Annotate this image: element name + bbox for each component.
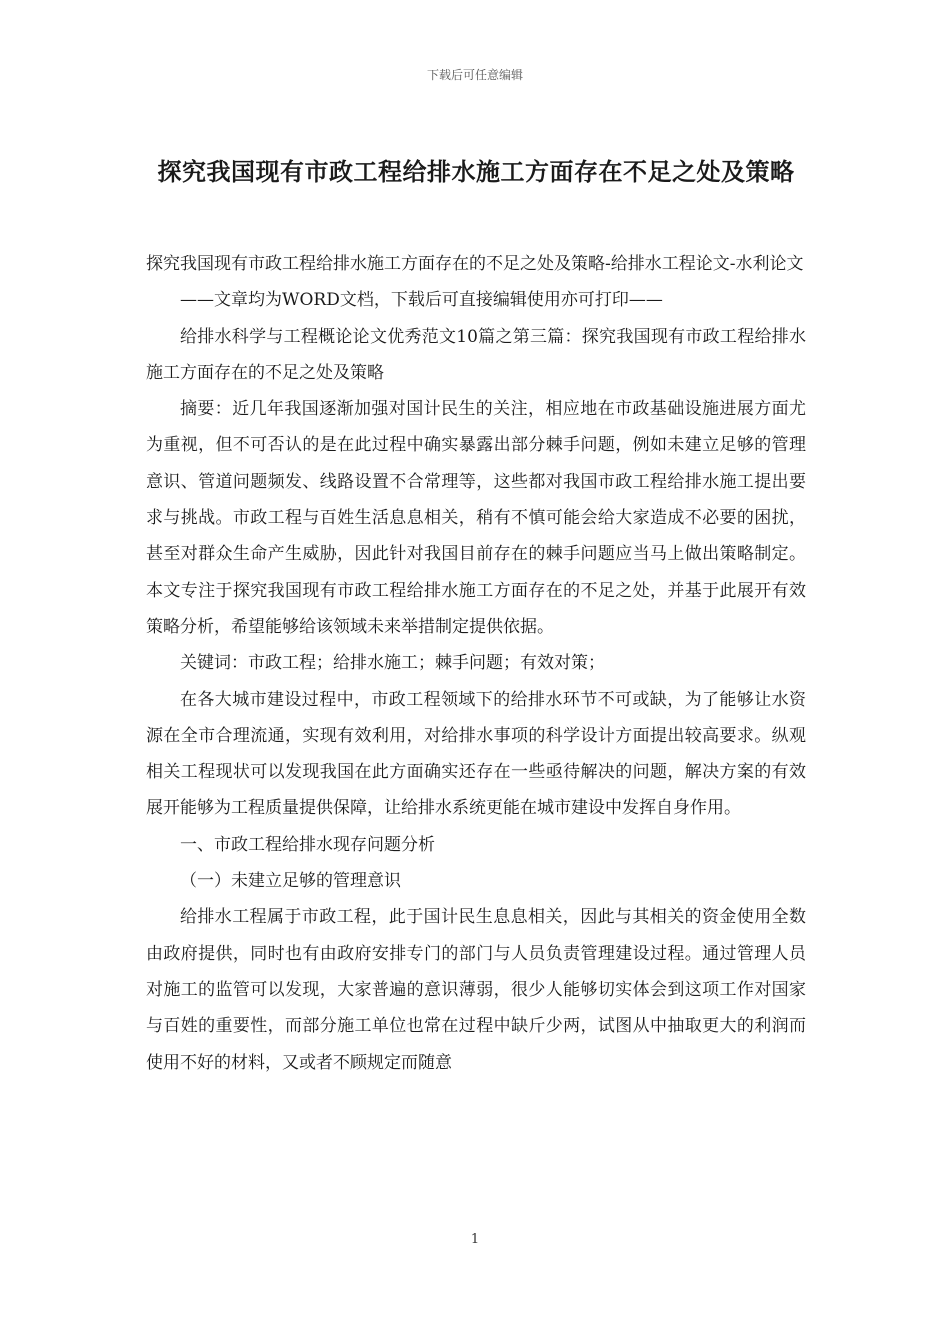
page-number: 1 xyxy=(470,1232,480,1247)
subtitle-paragraph: 探究我国现有市政工程给排水施工方面存在的不足之处及策略-给排水工程论文-水利论文 xyxy=(146,254,804,274)
document-body xyxy=(146,246,806,1081)
section-heading: 一、市政工程给排水现存问题分析 xyxy=(180,834,435,855)
body-paragraph: 给排水工程属于市政工程，此于国计民生息息相关，因此与其相关的资金使用全数由政府提供，同时也有由政府安排专门的部门与人员负责管理建设过程。通过管理人员对施工的监管可以发现，大家普遍的意识薄弱，很少人能够切实体会到这项工作对国家与百姓的重要性，而部分施工单位也常在过程中缺斤少两，试图从中抽取更大的利润而使用不好的材料，又或者不顾规定而随意 xyxy=(146,907,806,1073)
abstract-paragraph: 摘要：近几年我国逐渐加强对国计民生的关注，相应地在市政基础设施进展方面尤为重视，但不可否认的是在此过程中确实暴露出部分棘手问题，例如未建立足够的管理意识、管道问题频发、线路设置不合常理等，这些都对我国市政工程给排水施工提出要求与挑战。市政工程与百姓生活息息相关，稍有不慎可能会给大家造成不必要的困扰，甚至对群众生命产生威胁，因此针对我国目前存在的棘手问题应当马上做出策略制定。本文专注于探究我国现有市政工程给排水施工方面存在的不足之处，并基于此展开有效策略分析，希望能够给该领域未来举措制定提供依据。 xyxy=(146,399,806,637)
notice-paragraph: ——文章均为WORD文档，下载后可直接编辑使用亦可打印—— xyxy=(180,290,663,311)
page-header: 下载后可任意编辑 xyxy=(426,68,523,82)
series-paragraph: 给排水科学与工程概论论文优秀范文10篇之第三篇：探究我国现有市政工程给排水施工方面存在的不足之处及策略 xyxy=(146,326,806,383)
keywords-paragraph: 关键词：市政工程；给排水施工；棘手问题；有效对策； xyxy=(180,653,605,674)
document-title: 探究我国现有市政工程给排水施工方面存在不足之处及策略 xyxy=(157,158,795,186)
subsection-heading: （一）未建立足够的管理意识 xyxy=(180,871,401,892)
intro-paragraph: 在各大城市建设过程中，市政工程领域下的给排水环节不可或缺，为了能够让水资源在全市合理流通，实现有效利用，对给排水事项的科学设计方面提出较高要求。纵观相关工程现状可以发现我国在此方面确实还存在一些亟待解决的问题，解决方案的有效展开能够为工程质量提供保障，让给排水系统更能在城市建设中发挥自身作用。 xyxy=(146,689,806,819)
